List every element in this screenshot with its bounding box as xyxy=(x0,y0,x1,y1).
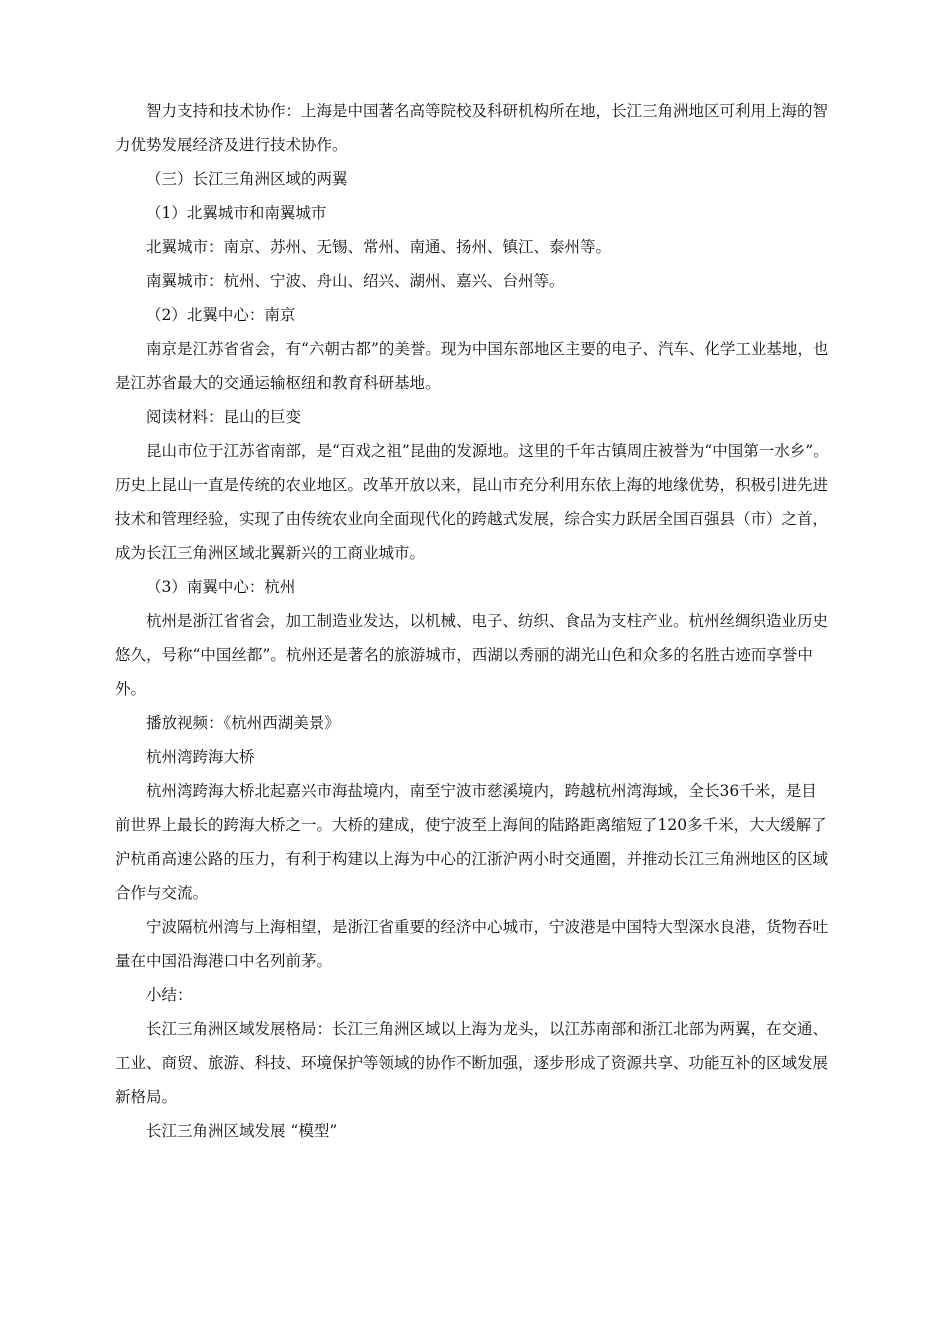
label-reading-material: 阅读材料：昆山的巨变 xyxy=(146,408,302,426)
document-body xyxy=(115,94,832,1148)
subheading-wing-cities: （1）北翼城市和南翼城市 xyxy=(146,204,327,222)
subheading-south-center: （3）南翼中心：杭州 xyxy=(146,578,296,596)
subheading-north-center: （2）北翼中心：南京 xyxy=(146,306,296,324)
paragraph-summary: 长江三角洲区域发展格局：长江三角洲区域以上海为龙头，以江苏南部和浙江北部为两翼，在交通、工业、商贸、旅游、科技、环境保护等领域的协作不断加强，逐步形成了资源共享、功能互补的区域发展新格局。 xyxy=(115,1020,829,1106)
paragraph-bridge: 杭州湾跨海大桥北起嘉兴市海盐境内，南至宁波市慈溪境内，跨越杭州湾海域，全长36千米，是目前世界上最长的跨海大桥之一。大桥的建成，使宁波至上海间的陆路距离缩短了120多千米，大大缓解了沪杭甬高速公路的压力，有利于构建以上海为中心的江浙沪两小时交通圈，并推动长江三角洲地区的区域合作与交流。 xyxy=(115,782,829,902)
paragraph-ningbo: 宁波隔杭州湾与上海相望，是浙江省重要的经济中心城市，宁波港是中国特大型深水良港，货物吞吐量在中国沿海港口中名列前茅。 xyxy=(115,918,829,970)
label-play-video: 播放视频：《杭州西湖美景》 xyxy=(146,714,340,732)
paragraph-nanjing: 南京是江苏省省会，有“六朝古都”的美誉。现为中国东部地区主要的电子、汽车、化学工业基地，也是江苏省最大的交通运输枢纽和教育科研基地。 xyxy=(115,340,829,392)
heading-two-wings: （三）长江三角洲区域的两翼 xyxy=(146,170,348,188)
paragraph-kunshan: 昆山市位于江苏省南部，是“百戏之祖”昆曲的发源地。这里的千年古镇周庄被誉为“中国第一水乡”。历史上昆山一直是传统的农业地区。改革开放以来，昆山市充分利用东依上海的地缘优势，积极引进先进技术和管理经验，实现了由传统农业向全面现代化的跨越式发展，综合实力跃居全国百强县（市）之首，成为长江三角洲区域北翼新兴的工商业城市。 xyxy=(115,442,829,562)
paragraph-south-wing-cities: 南翼城市：杭州、宁波、舟山、绍兴、湖州、嘉兴、台州等。 xyxy=(146,272,565,290)
label-model: 长江三角洲区域发展 “模型” xyxy=(146,1122,338,1140)
paragraph-north-wing-cities: 北翼城市：南京、苏州、无锡、常州、南通、扬州、镇江、泰州等。 xyxy=(146,238,612,256)
heading-bridge: 杭州湾跨海大桥 xyxy=(146,748,255,766)
paragraph-hangzhou: 杭州是浙江省省会，加工制造业发达，以机械、电子、纺织、食品为支柱产业。杭州丝绸织造业历史悠久，号称“中国丝都”。杭州还是著名的旅游城市，西湖以秀丽的湖光山色和众多的名胜古迹而享誉中外。 xyxy=(115,612,829,698)
paragraph-intellectual-support: 智力支持和技术协作：上海是中国著名高等院校及科研机构所在地，长江三角洲地区可利用上海的智力优势发展经济及进行技术协作。 xyxy=(115,102,829,154)
label-summary: 小结： xyxy=(146,986,193,1004)
